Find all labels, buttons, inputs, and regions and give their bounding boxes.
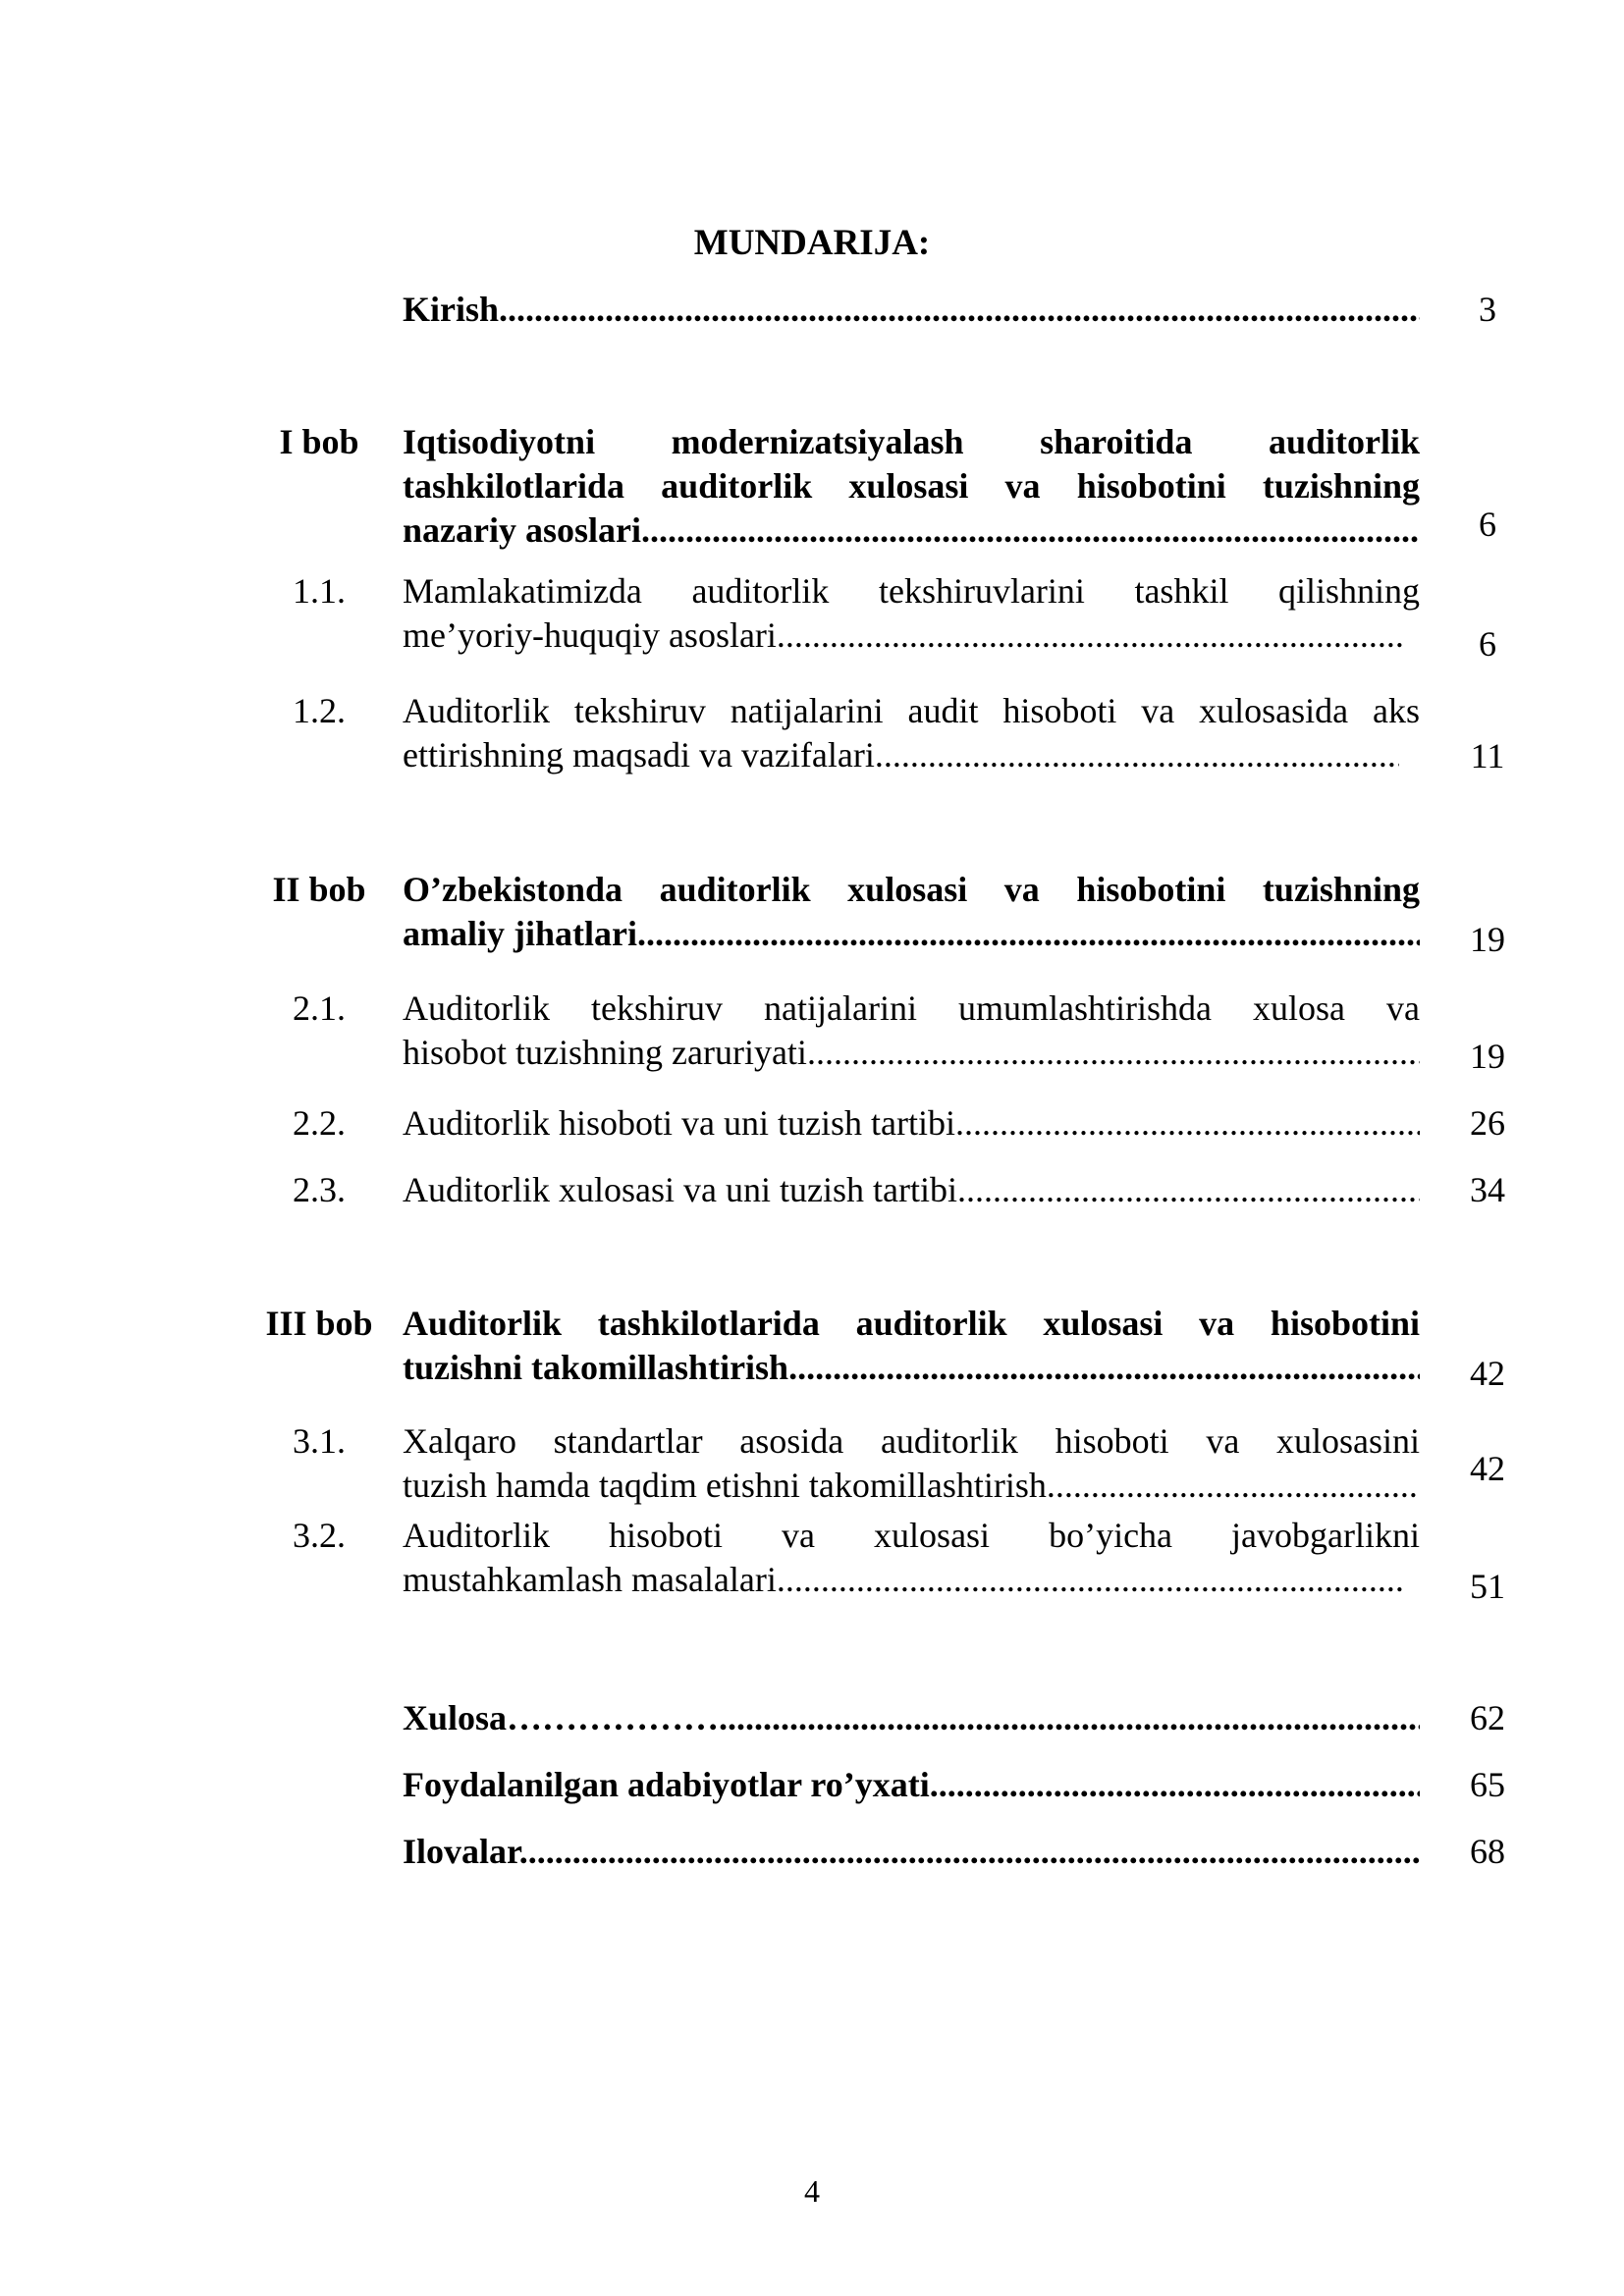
- toc-page-number: 42: [1470, 1449, 1505, 1488]
- toc-entry-title: Ilovalar .....: [403, 1830, 1420, 1874]
- toc-chapter-label: I bob: [279, 422, 359, 461]
- toc-chapter-label: II bob: [272, 870, 366, 909]
- toc-entry-line: O’zbekistonda auditorlik xulosasi va hisobotini tuzishning: [403, 870, 1420, 909]
- toc-entry-title: Foydalanilgan adabiyotlar ro’yxati .....: [403, 1763, 1420, 1807]
- toc-entry-section-1-2[interactable]: [403, 689, 1420, 777]
- toc-section-label: 2.3.: [293, 1170, 346, 1209]
- toc-entry-line: Iqtisodiyotni modernizatsiyalash sharoitida auditorlik: [403, 422, 1420, 461]
- page-title: MUNDARIJA:: [693, 223, 931, 263]
- toc-page-number: 6: [1479, 505, 1496, 544]
- toc-section-label: 3.2.: [293, 1516, 346, 1555]
- toc-section-label: 1.1.: [293, 571, 346, 611]
- toc-entry-introduction[interactable]: [403, 288, 1420, 332]
- toc-entry-section-3-1[interactable]: [403, 1419, 1420, 1508]
- toc-section-label: 2.1.: [293, 988, 346, 1028]
- toc-entry-line: Auditorlik tekshiruv natijalarini umumlashtirishda xulosa va: [403, 988, 1420, 1028]
- toc-page-number: 42: [1470, 1354, 1505, 1393]
- toc-page-number: 11: [1470, 736, 1505, 775]
- toc-entry-references[interactable]: [403, 1763, 1420, 1807]
- toc-entry-title: Kirish .....: [403, 288, 1420, 332]
- toc-page-number: 62: [1470, 1698, 1505, 1737]
- toc-entry-last-line: amaliy jihatlari .....: [403, 912, 1420, 956]
- toc-entry-last-line: me’yoriy-huquqiy asoslari .....: [403, 614, 1404, 658]
- toc-page-number: 6: [1479, 624, 1496, 664]
- toc-entry-last-line: ettirishning maqsadi va vazifalari .....: [403, 733, 1399, 777]
- toc-page-number: 19: [1470, 1037, 1505, 1076]
- toc-page-number: 26: [1470, 1103, 1505, 1143]
- toc-entry-last-line: hisobot tuzishning zaruriyati .....: [403, 1031, 1420, 1075]
- toc-page-number: 68: [1470, 1832, 1505, 1871]
- toc-page-number: 65: [1470, 1765, 1505, 1804]
- toc-entry-title: Xulosa……………… .....: [403, 1696, 1420, 1740]
- toc-entry-appendices[interactable]: [403, 1830, 1420, 1874]
- toc-entry-chapter-2[interactable]: [403, 868, 1420, 956]
- page-number: 4: [804, 2173, 820, 2209]
- toc-entry-line: Xalqaro standartlar asosida auditorlik hisoboti va xulosasini: [403, 1421, 1420, 1461]
- toc-entry-line: Auditorlik tekshiruv natijalarini audit hisoboti va xulosasida aks: [403, 691, 1420, 730]
- toc-entry-line: Auditorlik tashkilotlarida auditorlik xulosasi va hisobotini: [403, 1304, 1420, 1343]
- toc-entry-last-line: Auditorlik xulosasi va uni tuzish tartibi .....: [403, 1168, 1420, 1212]
- toc-section-label: 2.2.: [293, 1103, 346, 1143]
- toc-section-label: 1.2.: [293, 691, 346, 730]
- toc-page-number: 19: [1470, 920, 1505, 959]
- toc-chapter-label: III bob: [265, 1304, 373, 1343]
- toc-page-number: 51: [1470, 1567, 1505, 1606]
- toc-entry-chapter-1[interactable]: [403, 420, 1420, 553]
- toc-entry-section-1-1[interactable]: [403, 569, 1420, 658]
- toc-entry-line: Mamlakatimizda auditorlik tekshiruvlarini tashkil qilishning: [403, 571, 1420, 611]
- toc-entry-section-2-2[interactable]: [403, 1101, 1420, 1146]
- toc-entry-line: Auditorlik hisoboti va xulosasi bo’yicha javobgarlikni: [403, 1516, 1420, 1555]
- toc-section-label: 3.1.: [293, 1421, 346, 1461]
- toc-entry-conclusion[interactable]: [403, 1696, 1420, 1740]
- toc-entry-section-2-3[interactable]: [403, 1168, 1420, 1212]
- toc-entry-line: tashkilotlarida auditorlik xulosasi va hisobotini tuzishning: [403, 466, 1420, 506]
- toc-entry-last-line: tuzish hamda taqdim etishni takomillashtirish .....: [403, 1464, 1420, 1508]
- toc-page-number: 34: [1470, 1170, 1505, 1209]
- toc-entry-last-line: Auditorlik hisoboti va uni tuzish tartibi .....: [403, 1101, 1420, 1146]
- toc-entry-chapter-3[interactable]: [403, 1302, 1420, 1390]
- toc-entry-last-line: tuzishni takomillashtirish .....: [403, 1346, 1420, 1390]
- toc-entry-last-line: mustahkamlash masalalari .....: [403, 1558, 1406, 1602]
- toc-entry-section-3-2[interactable]: [403, 1514, 1420, 1602]
- toc-entry-last-line: nazariy asoslari .....: [403, 508, 1420, 553]
- toc-entry-section-2-1[interactable]: [403, 987, 1420, 1075]
- toc-page-number: 3: [1479, 290, 1496, 329]
